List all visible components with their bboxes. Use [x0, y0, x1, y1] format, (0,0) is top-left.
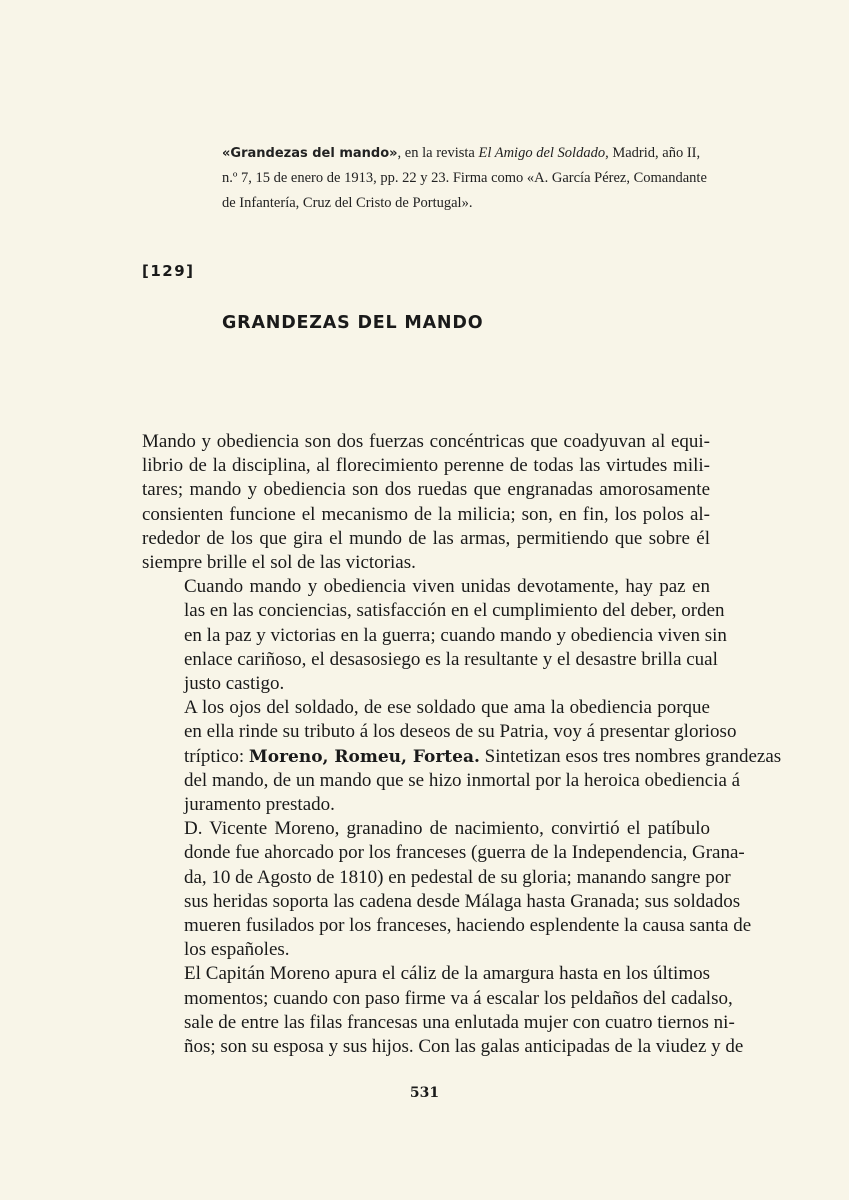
text-line: justo castigo. — [184, 673, 285, 695]
text-line: juramento prestado. — [184, 794, 335, 816]
text-line: enlace cariñoso, el desasosiego es la resultante y el desastre brilla cual — [184, 648, 718, 670]
source-note-details: , Madrid, año II, n.º 7, 15 de enero de 1913, pp. 22 y 23. Firma como «A. García Pérez, Comandante de Infantería, Cruz del Cristo de Portugal». — [222, 145, 707, 211]
document-number: [129] — [142, 262, 195, 280]
text-line: rededor de los que gira el mundo de las armas, permitiendo que sobre él — [142, 527, 710, 549]
text-fragment: tríptico: — [184, 745, 249, 767]
text-fragment: Sintetizan esos tres nombres grandezas — [479, 745, 782, 767]
text-line: momentos; cuando con paso firme va á escalar los peldaños del cadalso, — [184, 987, 733, 1009]
text-line: D. Vicente Moreno, granadino de nacimiento, convirtió el patíbulo — [184, 818, 710, 840]
bold-names: Moreno, Romeu, Fortea. — [248, 746, 480, 767]
text-line: consienten funcione el mecanismo de la milicia; son, en fin, los polos al- — [142, 503, 710, 525]
text-line: las en las conciencias, satisfacción en el cumplimiento del deber, orden — [184, 600, 725, 622]
source-magazine-name: El Amigo del Soldado — [478, 145, 606, 161]
text-line — [142, 745, 782, 769]
text-line: Mando y obediencia son dos fuerzas concéntricas que coadyuvan al equi- — [142, 431, 710, 452]
paragraph — [142, 430, 710, 575]
text-line: donde fue ahorcado por los franceses (guerra de la Independencia, Grana- — [184, 842, 745, 864]
text-line: siempre brille el sol de las victorias. — [142, 552, 416, 574]
text-line: ños; son su esposa y sus hijos. Con las galas anticipadas de la viudez y de — [184, 1036, 744, 1058]
paragraph — [142, 962, 744, 1059]
text-line: sus heridas soporta las cadena desde Málaga hasta Granada; sus soldados — [184, 890, 741, 912]
text-line: A los ojos del soldado, de ese soldado que ama la obediencia porque — [184, 697, 710, 719]
text-line: librio de la disciplina, al florecimiento perenne de todas las virtudes mili- — [142, 455, 710, 477]
text-line: tares; mando y obediencia son dos ruedas que engranadas amorosamente — [142, 479, 710, 501]
text-line: los españoles. — [184, 939, 290, 961]
page-number: 531 — [409, 1085, 440, 1101]
text-line: en la paz y victorias en la guerra; cuando mando y obediencia viven sin — [184, 624, 727, 646]
paragraph — [142, 575, 727, 696]
text-line: da, 10 de Agosto de 1810) en pedestal de su gloria; manando sangre por — [184, 866, 731, 888]
source-note — [222, 141, 712, 216]
text-line: del mando, de un mando que se hizo inmortal por la heroica obediencia á — [184, 769, 741, 791]
text-line: El Capitán Moreno apura el cáliz de la amargura hasta en los últimos — [184, 963, 710, 985]
text-line: Cuando mando y obediencia viven unidas devotamente, hay paz en — [184, 576, 710, 598]
document-title: GRANDEZAS DEL MANDO — [222, 313, 484, 333]
source-article-title: «Grandezas del mando» — [222, 146, 398, 161]
text-line: mueren fusilados por los franceses, haciendo esplendente la causa santa de — [184, 915, 752, 937]
body-text — [142, 430, 782, 1059]
source-note-text: , en la revista — [397, 145, 479, 161]
paragraph — [142, 817, 752, 962]
text-line: en ella rinde su tributo á los deseos de su Patria, voy á presentar glorioso — [184, 721, 737, 743]
text-line: sale de entre las filas francesas una enlutada mujer con cuatro tiernos ni- — [184, 1011, 735, 1033]
paragraph — [142, 696, 782, 817]
